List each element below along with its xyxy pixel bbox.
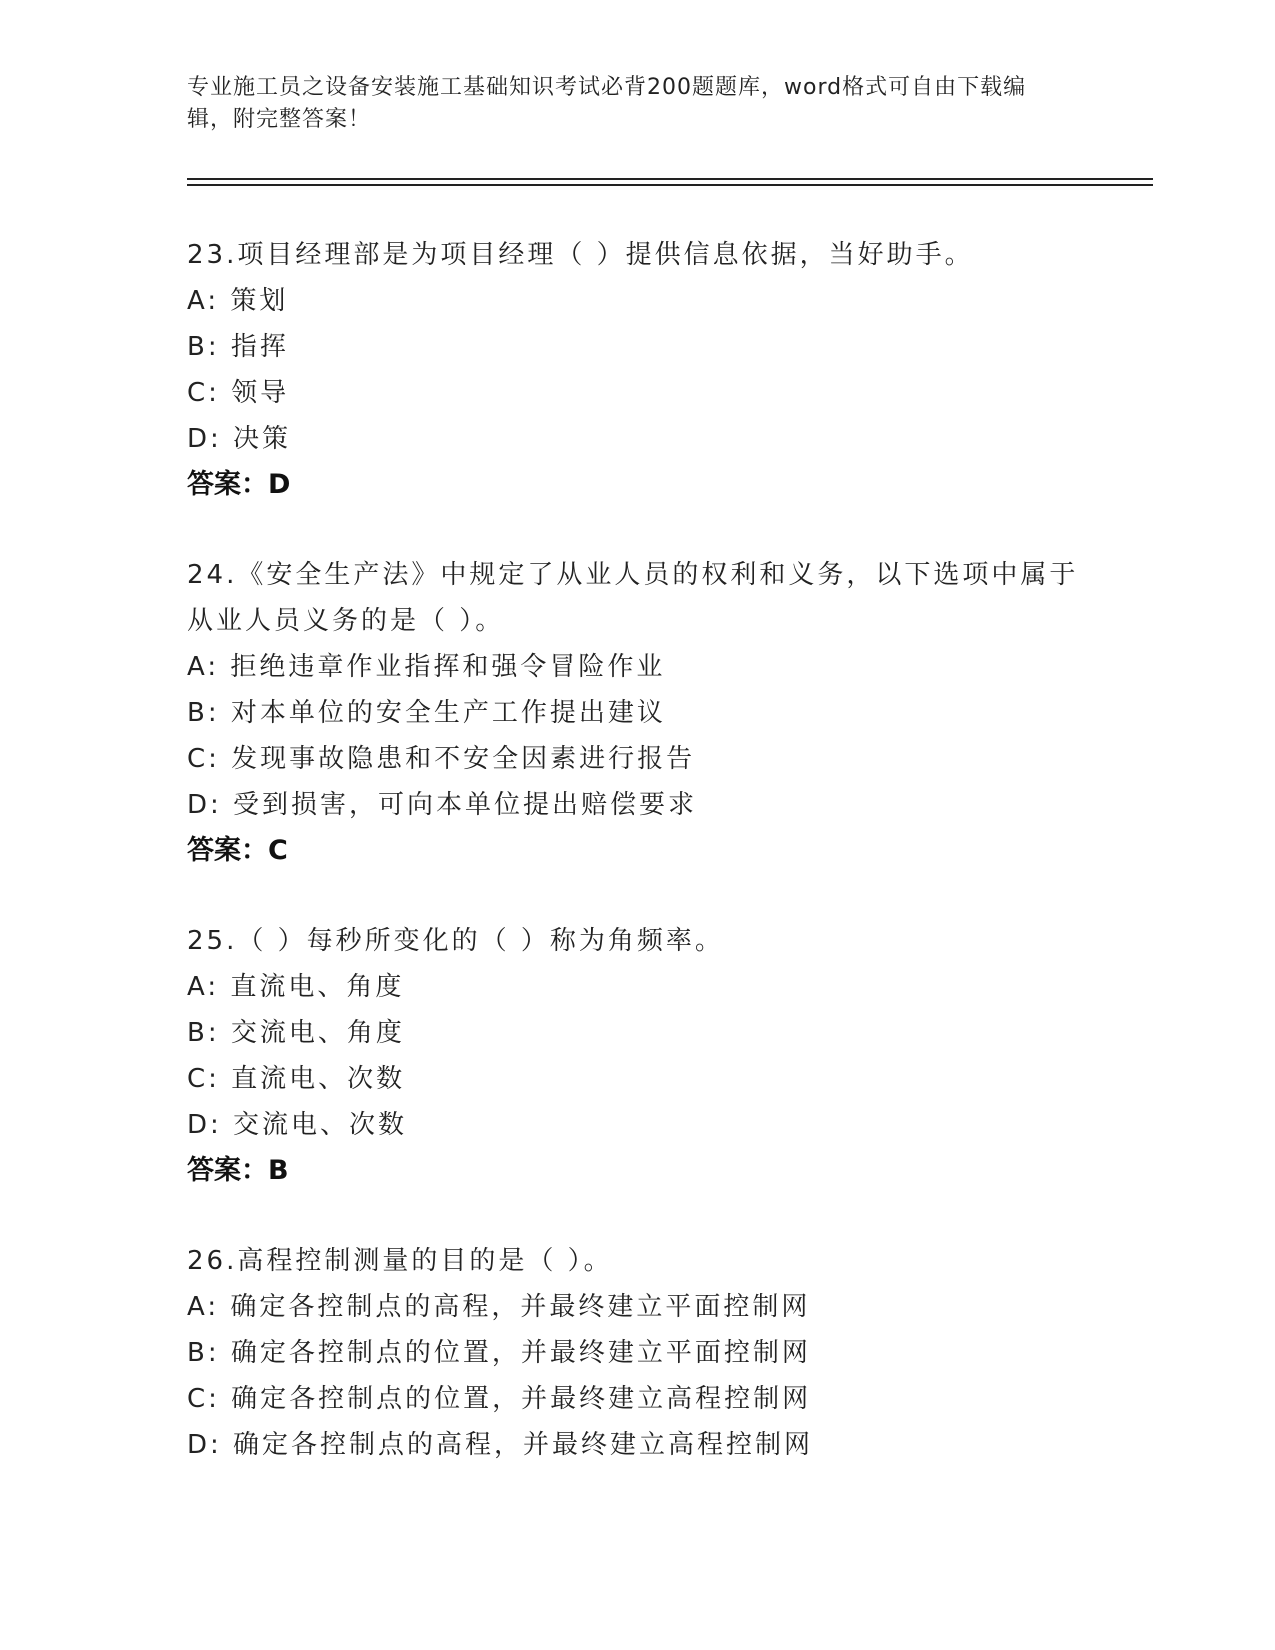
question-stem: 26.高程控制测量的目的是（ ）。	[187, 1246, 613, 1276]
option-d: D: 交流电、次数	[187, 1110, 408, 1140]
option-b: B: 交流电、角度	[187, 1018, 405, 1048]
answer: 答案：D	[187, 469, 291, 500]
option-b: B: 确定各控制点的位置，并最终建立平面控制网	[187, 1338, 811, 1368]
option-c: C: 直流电、次数	[187, 1064, 406, 1094]
option-b: B: 指挥	[187, 332, 289, 362]
question-stem: 25.（ ）每秒所变化的（ ）称为角频率。	[187, 926, 724, 956]
document-header-title: 专业施工员之设备安装施工基础知识考试必背200题题库，word格式可自由下载编辑，附完整答案！	[187, 75, 1027, 132]
header-divider-top	[187, 178, 1153, 180]
option-c: C: 确定各控制点的位置，并最终建立高程控制网	[187, 1384, 812, 1414]
answer: 答案：C	[187, 835, 288, 866]
question-25	[187, 918, 1087, 1194]
option-a: A: 确定各控制点的高程，并最终建立平面控制网	[187, 1292, 811, 1322]
answer: 答案：B	[187, 1155, 289, 1186]
question-stem: 23.项目经理部是为项目经理（ ）提供信息依据，当好助手。	[187, 240, 974, 270]
header-divider-bottom	[187, 184, 1153, 186]
option-a: A: 直流电、角度	[187, 972, 405, 1002]
option-d: D: 决策	[187, 424, 292, 454]
question-26	[187, 1238, 1087, 1468]
option-d: D: 受到损害，可向本单位提出赔偿要求	[187, 790, 698, 820]
option-a: A: 拒绝违章作业指挥和强令冒险作业	[187, 652, 666, 682]
option-c: C: 发现事故隐患和不安全因素进行报告	[187, 744, 696, 774]
question-24	[187, 552, 1087, 874]
question-23	[187, 232, 1087, 508]
option-a: A: 策划	[187, 286, 289, 316]
option-b: B: 对本单位的安全生产工作提出建议	[187, 698, 666, 728]
option-c: C: 领导	[187, 378, 290, 408]
option-d: D: 确定各控制点的高程，并最终建立高程控制网	[187, 1430, 814, 1460]
question-stem: 24.《安全生产法》中规定了从业人员的权利和义务，以下选项中属于从业人员义务的是（ ）。	[187, 560, 1079, 636]
